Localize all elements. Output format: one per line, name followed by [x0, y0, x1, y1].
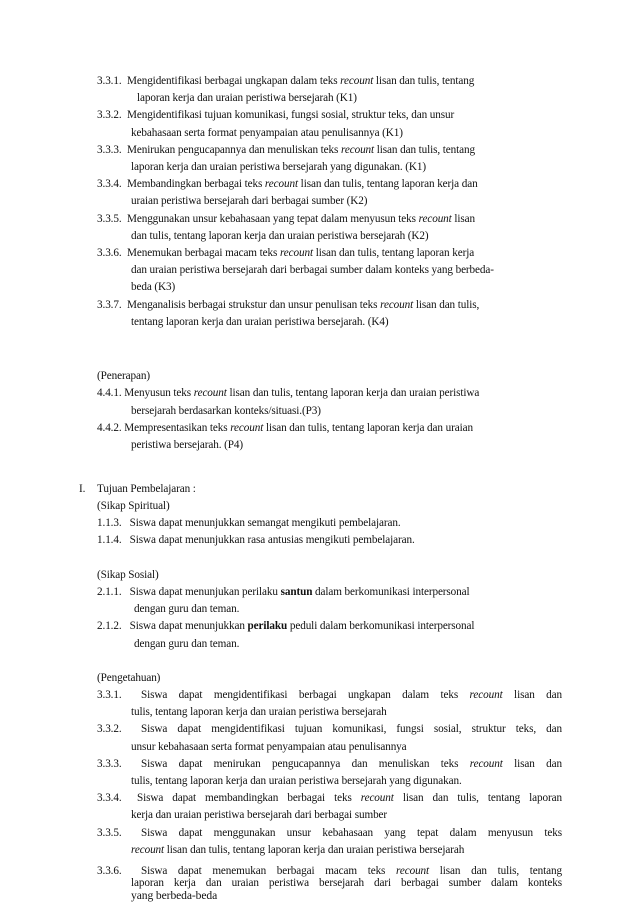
kd-3-3-6-cont2: beda (K3) — [131, 281, 176, 294]
tujuan-3-3-6-cont2: yang berbeda-beda — [131, 889, 218, 902]
kd-3-3-6: 3.3.6. Menemukan berbagai macam teks recount lisan dan tulis, tentang laporan kerja — [97, 246, 475, 259]
section-numeral: I. — [79, 482, 86, 495]
kd-3-3-5: 3.3.5. Menggunakan unsur kebahasaan yang tepat dalam menyusun teks recount lisan — [97, 212, 476, 225]
tujuan-3-3-1-num: 3.3.1. — [97, 689, 122, 702]
kd-3-3-5-cont: dan tulis, tentang laporan kerja dan uraian peristiwa bersejarah (K2) — [131, 229, 429, 242]
kd-3-3-1: 3.3.1. Mengidentifikasi berbagai ungkapan dalam teks recount lisan dan tulis, tentang — [97, 75, 475, 87]
kd-3-3-7: 3.3.7. Menganalisis berbagai strukstur dan unsur penulisan teks recount lisan dan tulis, — [97, 298, 480, 311]
sikap-spiritual-heading: (Sikap Spiritual) — [97, 500, 170, 512]
tujuan-3-3-3-cont: tulis, tentang laporan kerja dan uraian peristiwa bersejarah yang digunakan. — [131, 775, 462, 787]
tujuan-3-3-2-num: 3.3.2. — [97, 723, 122, 736]
kd-3-3-6-cont: dan uraian peristiwa bersejarah dari berbagai sumber dalam konteks yang berbeda- — [131, 264, 494, 277]
tujuan-3-3-5-cont: recount lisan dan tulis, tentang laporan kerja dan uraian peristiwa bersejarah — [131, 843, 465, 856]
kd-3-3-2-cont: kebahasaan serta format penyampaian atau penulisannya (K1) — [131, 126, 403, 139]
pengetahuan-heading: (Pengetahuan) — [97, 671, 161, 684]
tujuan-3-3-1-cont: tulis, tentang laporan kerja dan uraian peristiwa bersejarah — [131, 706, 387, 719]
tujuan-3-3-5: Siswa dapat menggunakan unsur kebahasaan yang tepat dalam menyusun teks — [141, 826, 562, 839]
kd-4-4-1-cont: bersejarah berdasarkan konteks/situasi.(P3) — [131, 404, 321, 417]
kd-4-4-2-cont: peristiwa bersejarah. (P4) — [131, 438, 244, 451]
kd-3-3-3: 3.3.3. Menirukan pengucapannya dan menuliskan teks recount lisan dan tulis, tentang — [97, 143, 476, 156]
tujuan-2-1-2: 2.1.2. Siswa dapat menunjukkan perilaku peduli dalam berkomunikasi interpersonal — [97, 620, 475, 633]
tujuan-3-3-3-num: 3.3.3. — [97, 757, 122, 770]
kd-3-3-4-cont: uraian peristiwa bersejarah dari berbagai sumber (K2) — [131, 195, 368, 208]
tujuan-3-3-4-num: 3.3.4. — [97, 792, 122, 805]
tujuan-3-3-4-cont: kerja dan uraian peristiwa bersejarah dari berbagai sumber — [131, 809, 388, 822]
tujuan-3-3-3: Siswa dapat menirukan pengucapannya dan menuliskan teks recount lisan dan — [141, 757, 562, 770]
tujuan-3-3-6-num: 3.3.6. — [97, 865, 122, 877]
tujuan-2-1-1: 2.1.1. Siswa dapat menunjukan perilaku santun dalam berkomunikasi interpersonal — [97, 585, 470, 598]
kd-3-3-1-cont: laporan kerja dan uraian peristiwa bersejarah (K1) — [137, 92, 357, 105]
tujuan-3-3-2-cont: unsur kebahasaan serta format penyampaian atau penulisannya — [131, 740, 407, 753]
tujuan-2-1-1-cont: dengan guru dan teman. — [134, 603, 240, 616]
penerapan-heading: (Penerapan) — [97, 370, 150, 383]
tujuan-3-3-1: Siswa dapat mengidentifikasi berbagai ungkapan dalam teks recount lisan dan — [141, 689, 562, 702]
kd-3-3-2: 3.3.2. Mengidentifikasi tujuan komunikasi, fungsi sosial, struktur teks, dan unsur — [97, 109, 455, 122]
text-run: lisan dan tulis, tentang — [429, 865, 562, 877]
kd-4-4-1: 4.4.1. Menyusun teks recount lisan dan tulis, tentang laporan kerja dan uraian peristiwa — [97, 387, 480, 400]
kd-3-3-3-cont: laporan kerja dan uraian peristiwa bersejarah yang digunakan. (K1) — [131, 160, 427, 173]
tujuan-2-1-2-cont: dengan guru dan teman. — [134, 637, 240, 650]
kd-3-3-4: 3.3.4. Membandingkan berbagai teks recount lisan dan tulis, tentang laporan kerja dan — [97, 178, 478, 191]
tujuan-3-3-5-num: 3.3.5. — [97, 826, 122, 839]
text-run: Siswa dapat menemukan berbagai macam teks — [141, 865, 396, 877]
italic-term: recount — [396, 865, 430, 877]
tujuan-title: Tujuan Pembelajaran : — [97, 482, 196, 495]
tujuan-1-1-3: 1.1.3. Siswa dapat menunjukkan semangat mengikuti pembelajaran. — [97, 517, 401, 530]
kd-4-4-2: 4.4.2. Mempresentasikan teks recount lisan dan tulis, tentang laporan kerja dan uraian — [97, 421, 473, 434]
kd-3-3-7-cont: tentang laporan kerja dan uraian peristiwa bersejarah. (K4) — [131, 315, 389, 328]
tujuan-3-3-2: Siswa dapat mengidentifikasi tujuan komunikasi, fungsi sosial, struktur teks, dan — [141, 723, 562, 736]
tujuan-3-3-6-cont: laporan kerja dan uraian peristiwa bersejarah dari berbagai sumber dalam konteks — [131, 877, 562, 889]
sikap-sosial-heading: (Sikap Sosial) — [97, 568, 159, 581]
tujuan-3-3-4: Siswa dapat membandingkan berbagai teks recount lisan dan tulis, tentang laporan — [137, 792, 562, 805]
tujuan-1-1-4: 1.1.4. Siswa dapat menunjukkan rasa antusias mengikuti pembelajaran. — [97, 534, 415, 547]
